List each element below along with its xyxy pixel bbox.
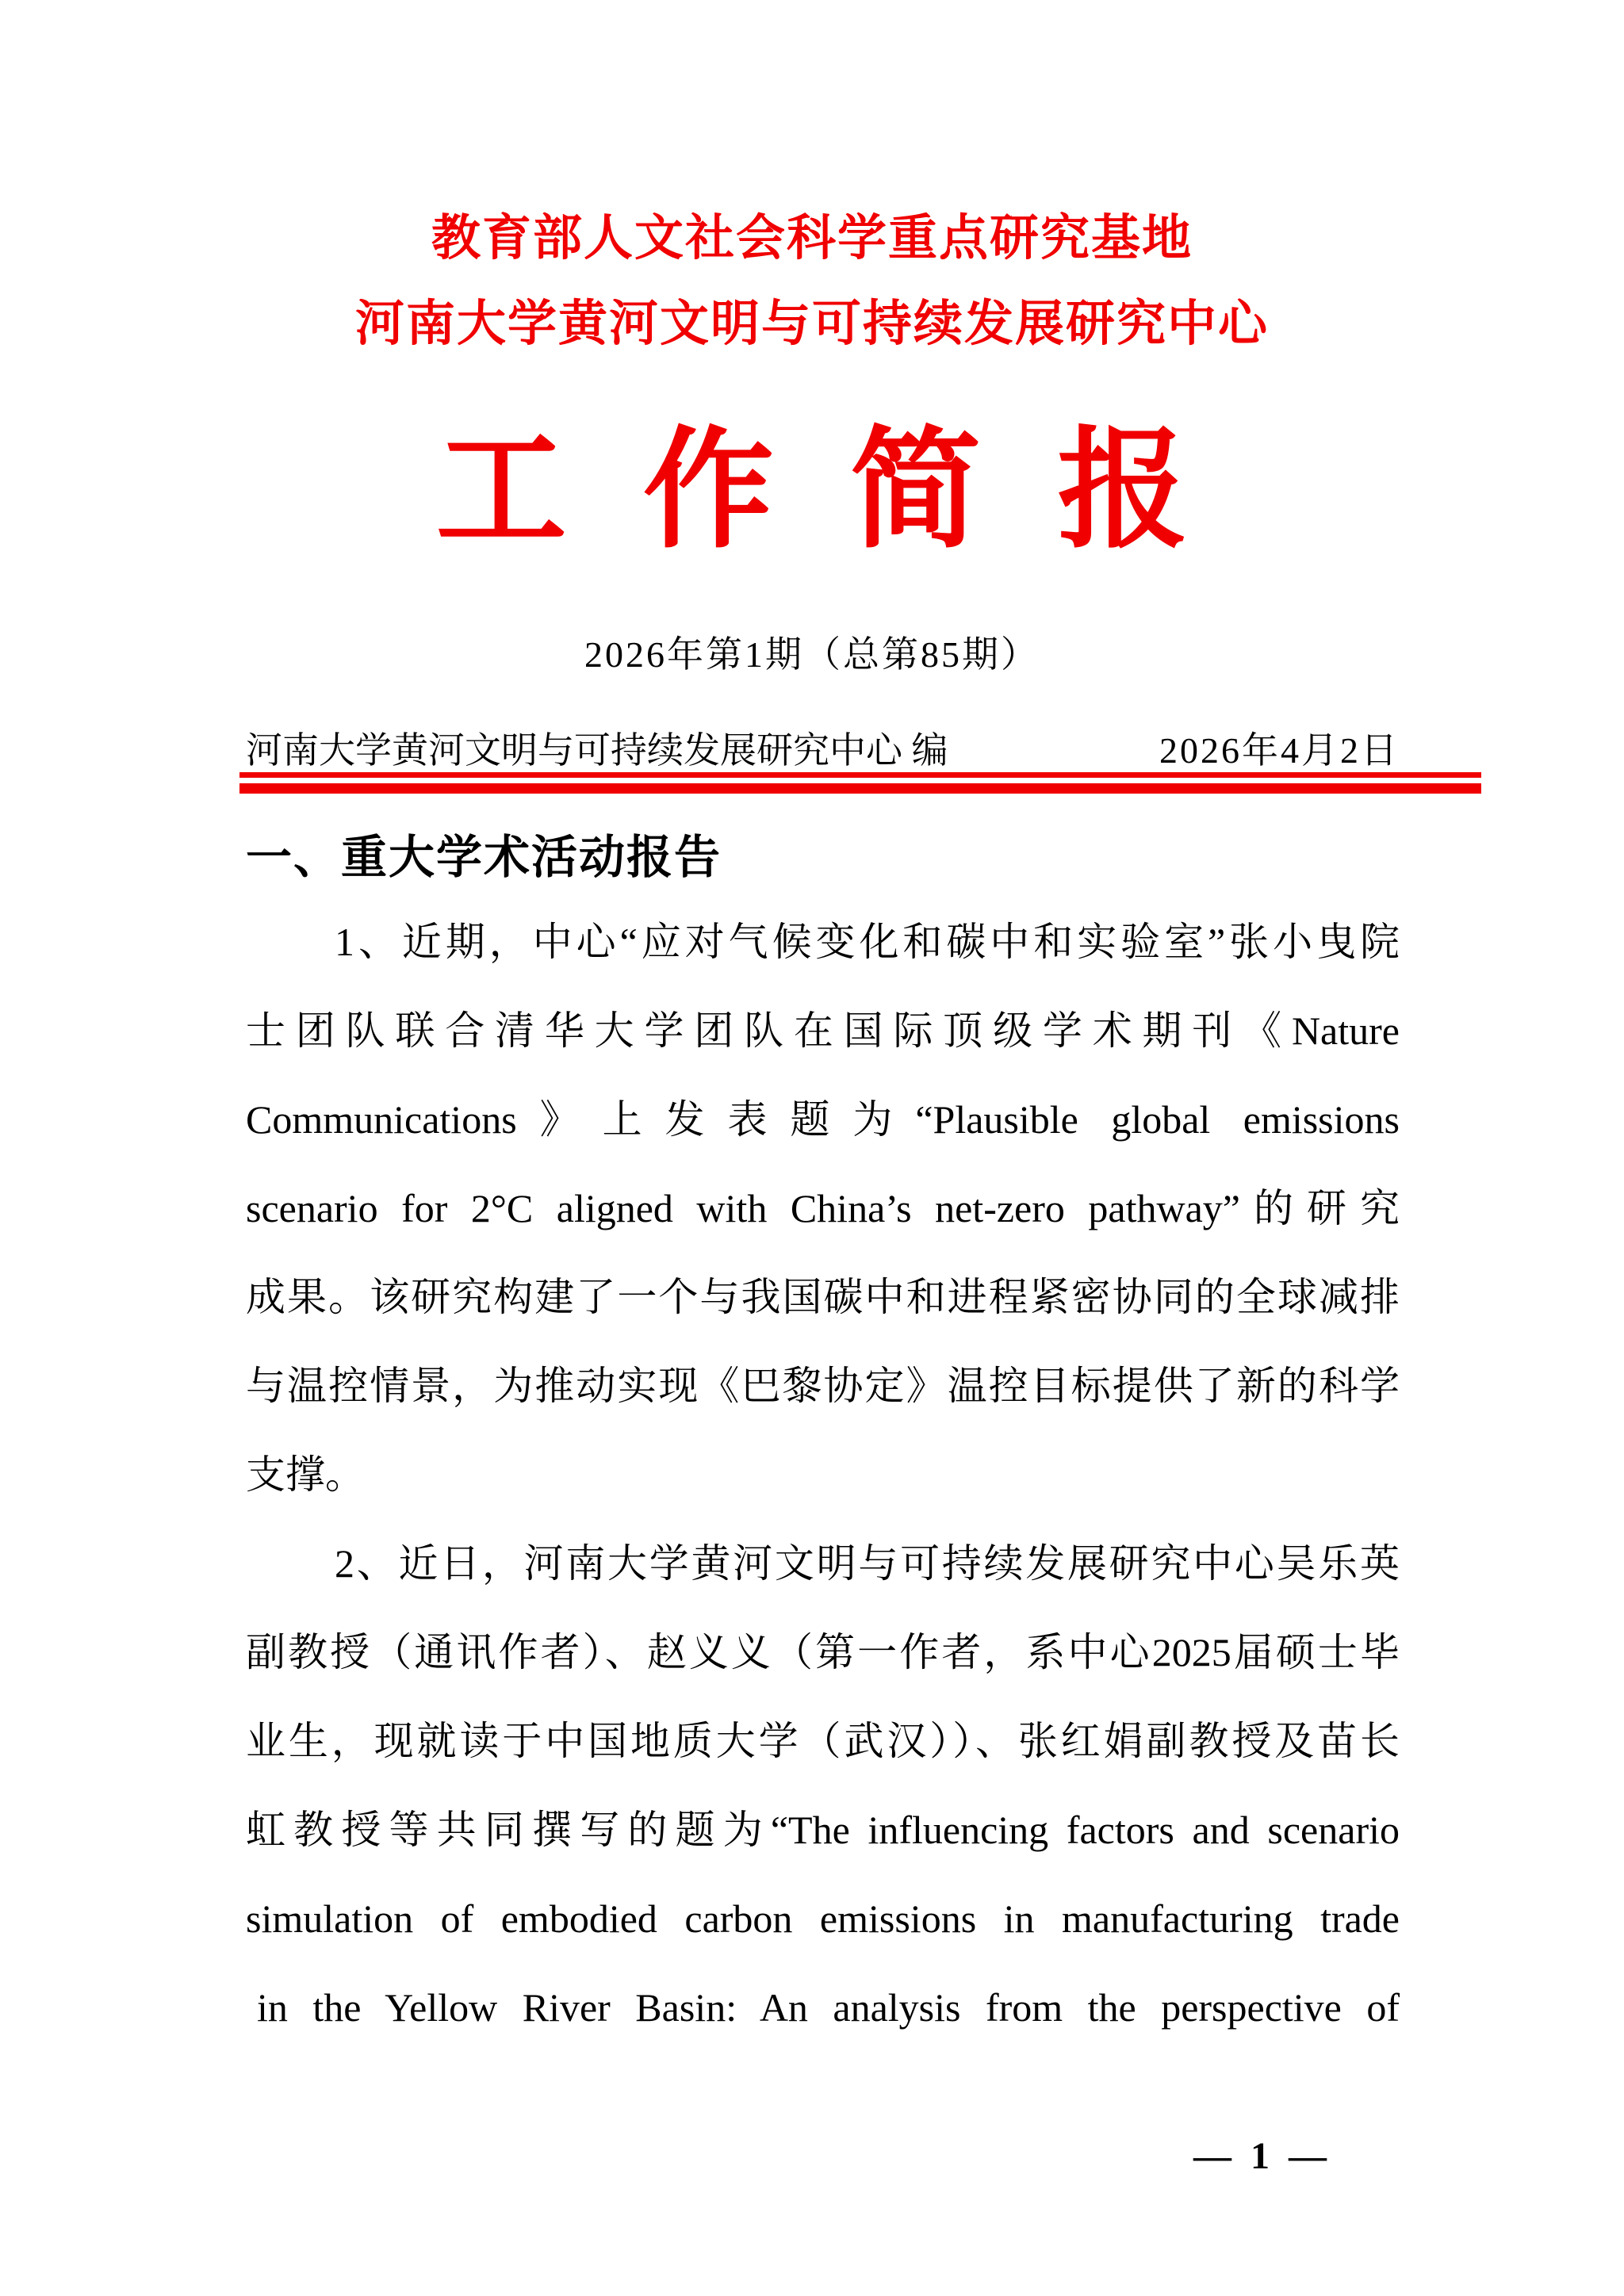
masthead-rule-thin	[239, 772, 1481, 778]
body-text	[246, 897, 1400, 2052]
body-line: 士团队联合清华大学团队在国际顶级学术期刊《Nature	[246, 1008, 1400, 1053]
body-line: 与温控情景，为推动实现《巴黎协定》温控目标提供了新的科学	[246, 1364, 1400, 1408]
body-line: 成果。该研究构建了一个与我国碳中和进程紧密协同的全球减排	[246, 1275, 1400, 1319]
editor-name: 河南大学黄河文明与可持续发展研究中心 编	[246, 730, 948, 771]
body-line: simulation of embodied carbon emissions in manufacturing trade	[246, 1896, 1400, 1941]
issue-number: 2026年第1期（总第85期）	[584, 634, 1040, 675]
body-line: 副教授（通讯作者）、赵义义（第一作者，系中心2025届硕士毕	[246, 1630, 1400, 1674]
masthead-line-2: 河南大学黄河文明与可持续发展研究中心	[354, 297, 1269, 351]
masthead-rule-thick	[239, 783, 1481, 794]
body-line: scenario for 2°C aligned with China’s net-zero pathway”的研究	[246, 1186, 1400, 1230]
body-line: Communications》上发表题为“Plausible global emissions	[246, 1097, 1400, 1142]
section-heading: 一、重大学术活动报告	[246, 832, 722, 883]
body-line: in the Yellow River Basin: An analysis from the perspective of	[257, 1985, 1400, 2030]
masthead-line-1: 教育部人文社会科学重点研究基地	[431, 212, 1193, 266]
body-line: 虹教授等共同撰写的题为“The influencing factors and scenario	[246, 1808, 1400, 1852]
body-line: 业生，现就读于中国地质大学（武汉））、张红娟副教授及苗长	[246, 1719, 1400, 1763]
body-line: 2、近日，河南大学黄河文明与可持续发展研究中心吴乐英	[335, 1541, 1400, 1586]
page-number: — 1 —	[1193, 2135, 1331, 2177]
publish-date: 2026年4月2日	[1159, 730, 1400, 771]
bulletin-title: 工 作 简 报	[435, 419, 1189, 564]
editor-row	[246, 731, 1400, 771]
body-line: 1、近期，中心“应对气候变化和碳中和实验室”张小曳院	[335, 920, 1400, 964]
body-line: 支撑。	[246, 1452, 365, 1497]
